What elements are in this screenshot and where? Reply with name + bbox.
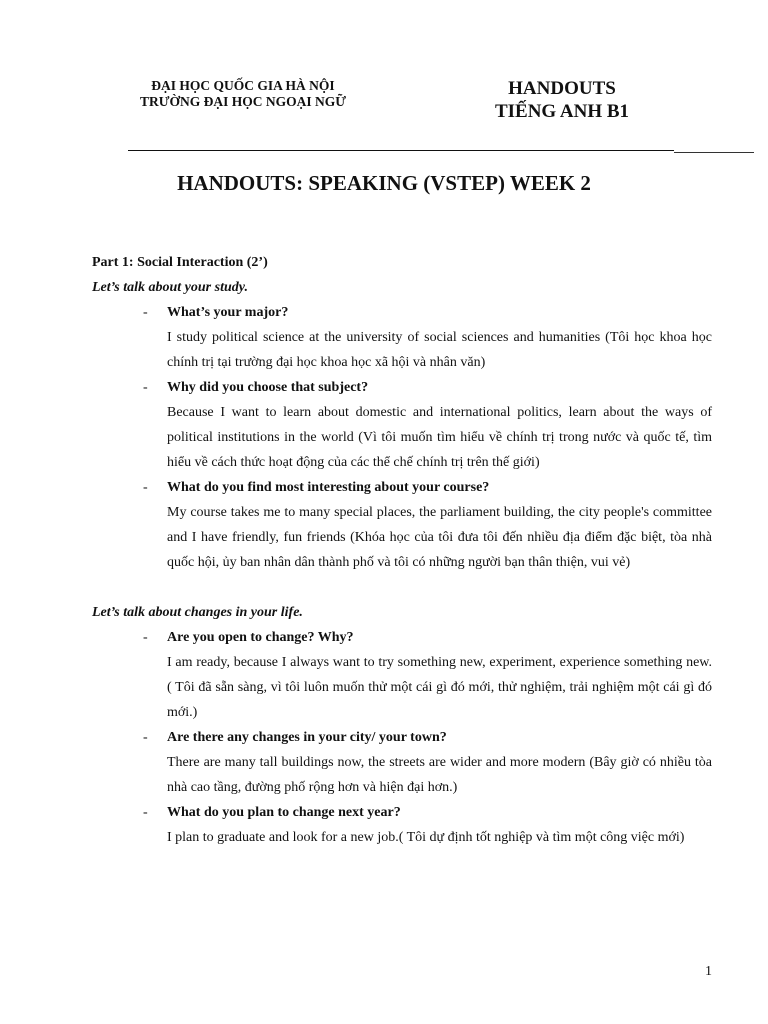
list-dash: - bbox=[143, 480, 148, 495]
qa-item bbox=[92, 300, 712, 375]
topic-heading-changes: Let’s talk about changes in your life. bbox=[92, 605, 303, 620]
header-divider-extension bbox=[674, 152, 754, 153]
list-dash: - bbox=[143, 305, 148, 320]
list-dash: - bbox=[143, 630, 148, 645]
answer: There are many tall buildings now, the streets are wider and more modern (Bây giờ có nhiều tòa nhà cao tầng, đường phố rộng hơn và hiện đại hơn.) bbox=[167, 755, 712, 795]
qa-item bbox=[92, 475, 712, 575]
qa-item bbox=[92, 375, 712, 475]
page-number: 1 bbox=[705, 964, 712, 979]
qa-item bbox=[92, 800, 712, 850]
answer: I am ready, because I always want to try something new, experiment, experience something new.( Tôi đã sẵn sàng, vì tôi luôn muốn thử một cái gì đó mới, thử nghiệm, trải nghiệm một cái gì đó mới.) bbox=[167, 655, 712, 720]
question: Why did you choose that subject? bbox=[167, 380, 369, 395]
question: Are there any changes in your city/ your town? bbox=[167, 730, 447, 745]
faculty-name: TRƯỜNG ĐẠI HỌC NGOẠI NGỮ bbox=[139, 94, 346, 109]
qa-item bbox=[92, 625, 712, 725]
page-title: HANDOUTS: SPEAKING (VSTEP) WEEK 2 bbox=[177, 171, 591, 195]
handouts-header bbox=[462, 77, 662, 123]
question: What do you find most interesting about your course? bbox=[167, 480, 490, 495]
answer: I plan to graduate and look for a new job.( Tôi dự định tốt nghiệp và tìm một công việc mới) bbox=[167, 830, 685, 845]
list-dash: - bbox=[143, 805, 148, 820]
topic-heading-study: Let’s talk about your study. bbox=[92, 280, 248, 295]
course-level-label: TIẾNG ANH B1 bbox=[494, 101, 630, 122]
answer: My course takes me to many special places, the parliament building, the city people's committee and I have friendly, fun friends (Khóa học của tôi đưa tôi đến nhiều địa điểm đặc biệt, tòa nhà quốc hội, ủy ban nhân dân thành phố và tôi có những người bạn thân thiện, vui vẻ) bbox=[167, 505, 712, 570]
question: What’s your major? bbox=[167, 305, 289, 320]
answer: Because I want to learn about domestic and international politics, learn about the ways of political institutions in the world (Vì tôi muốn tìm hiểu về chính trị trong nước và quốc tế, tìm hiểu về cách thức hoạt động của các thể chế chính trị trên thế giới) bbox=[167, 405, 712, 470]
spacer bbox=[92, 575, 712, 600]
qa-item bbox=[92, 725, 712, 800]
question: Are you open to change? Why? bbox=[167, 630, 354, 645]
university-name: ĐẠI HỌC QUỐC GIA HÀ NỘI bbox=[151, 78, 335, 93]
university-header bbox=[112, 78, 374, 110]
answer: I study political science at the university of social sciences and humanities (Tôi học khoa học chính trị tại trường đại học khoa học xã hội và nhân văn) bbox=[167, 330, 712, 370]
question: What do you plan to change next year? bbox=[167, 805, 401, 820]
header-divider bbox=[128, 150, 674, 151]
document-body bbox=[92, 250, 712, 850]
list-dash: - bbox=[143, 380, 148, 395]
list-dash: - bbox=[143, 730, 148, 745]
part-heading: Part 1: Social Interaction (2’) bbox=[92, 255, 268, 270]
handouts-label: HANDOUTS bbox=[508, 78, 616, 99]
